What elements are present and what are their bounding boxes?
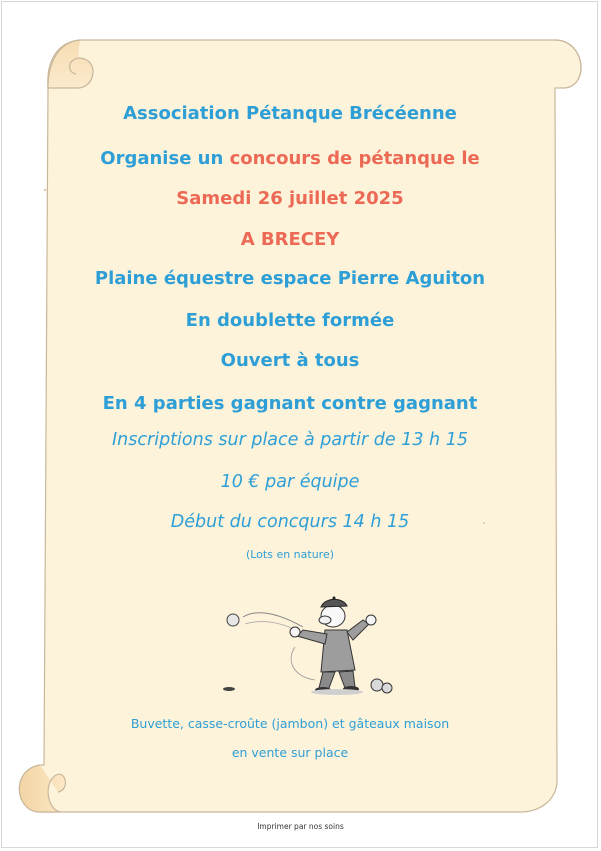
organise-line: [40, 148, 540, 169]
start-time: Début du concqurs 14 h 15: [170, 512, 410, 532]
entry-fee: 10 € par équipe: [220, 472, 360, 492]
organise-prefix: Organise un: [100, 148, 230, 169]
association-name: Association Pétanque Brécéenne: [123, 103, 457, 124]
boule-icon: [227, 614, 239, 626]
prizes-note: (Lots en nature): [245, 548, 335, 561]
contest-highlight: concours de pétanque le: [229, 148, 480, 169]
petanque-player-illustration: [215, 592, 395, 697]
refreshments-line-1: Buvette, casse-croûte (jambon) et gâteaux maison: [130, 716, 450, 731]
ground-boule-icon: [371, 679, 383, 691]
event-place: A BRECEY: [240, 229, 340, 250]
event-format: En doublette formée: [185, 310, 395, 331]
printer-note: Imprimer par nos soins: [257, 822, 344, 831]
event-rounds: En 4 parties gagnant contre gagnant: [102, 393, 478, 414]
registration-info: Inscriptions sur place à partir de 13 h 15: [112, 430, 468, 450]
ground-boule-icon: [382, 683, 392, 693]
event-open: Ouvert à tous: [220, 350, 360, 371]
refreshments-line-2: en vente sur place: [231, 745, 349, 760]
event-date: Samedi 26 juillet 2025: [176, 188, 404, 209]
event-venue: Plaine équestre espace Pierre Aguiton: [94, 268, 486, 289]
